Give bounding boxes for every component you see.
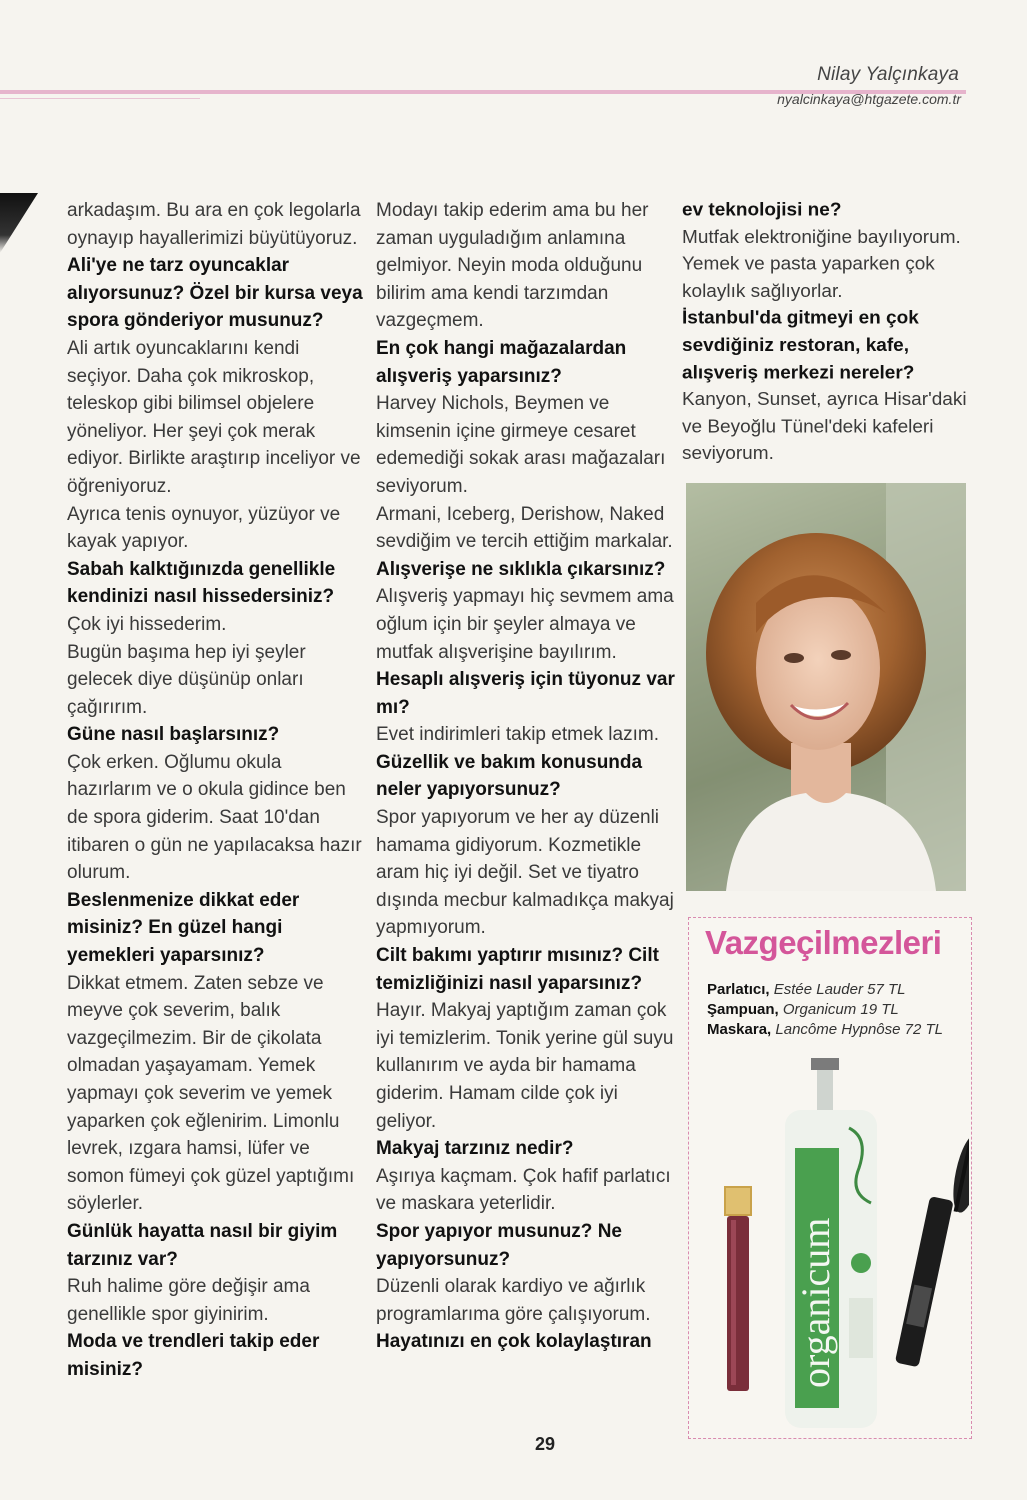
interview-question: Günlük hayatta nasıl bir giyim tarzınız var? bbox=[67, 1220, 338, 1270]
header-rule-thin bbox=[0, 98, 200, 99]
interview-answer: Harvey Nichols, Beymen ve kimsenin içine girmeye cesaret edemediği sokak arası mağazaları seviyorum. bbox=[376, 393, 666, 497]
interview-answer: Bugün başıma hep iyi şeyler gelecek diye düşünüp onları çağırırım. bbox=[67, 641, 306, 718]
interview-question: Sabah kalktığınızda genellikle kendinizi nasıl hissedersiniz? bbox=[67, 558, 336, 608]
interview-question: Hesaplı alışveriş için tüyonuz var mı? bbox=[376, 669, 675, 718]
interview-answer: Düzenli olarak kardiyo ve ağırlık programlarıma göre çalışıyorum. bbox=[376, 1276, 651, 1325]
interview-answer: arkadaşım. Bu ara en çok legolarla oynayıp hayallerimizi büyütüyoruz. bbox=[67, 200, 361, 249]
interview-answer: Hayır. Makyaj yaptığım zaman çok iyi temizlerim. Tonik yerine gül suyu kullanırım ve ayda bir hamama giderim. Hamam cilde çok iyi geliyor. bbox=[376, 1000, 674, 1132]
bottle-brand-text: organicum bbox=[793, 1217, 838, 1388]
portrait-photo bbox=[686, 483, 966, 891]
interview-answer: Çok erken. Oğlumu okula hazırlarım ve o okula gidince ben de spora giderim. Saat 10'dan itibaren o gün ne yapılacaksa hazır olurum. bbox=[67, 751, 362, 884]
article-column-1 bbox=[67, 197, 367, 1384]
author-email: nyalcinkaya@htgazete.com.tr bbox=[777, 91, 961, 107]
list-item: Maskara, Lancôme Hypnôse 72 TL bbox=[707, 1021, 943, 1038]
page-number: 29 bbox=[535, 1434, 556, 1454]
interview-question: Moda ve trendleri takip eder misiniz? bbox=[67, 1331, 320, 1380]
interview-question: Beslenmenize dikkat eder misiniz? En güzel hangi yemekleri yaparsınız? bbox=[67, 889, 300, 967]
interview-question: Hayatınızı en çok kolaylaştıran bbox=[376, 1331, 652, 1353]
interview-answer: Ruh halime göre değişir ama genellikle spor giyinirim. bbox=[67, 1276, 310, 1325]
interview-answer: Kanyon, Sunset, ayrıca Hisar'daki ve Beyoğlu Tünel'deki kafeleri seviyorum. bbox=[682, 389, 967, 465]
interview-answer: Modayı takip ederim ama bu her zaman uyguladığım anlamına gelmiyor. Neyin moda olduğunu bilirim ama kendi tarzımdan vazgeçmem. bbox=[376, 200, 649, 332]
vazgecilmezler-list bbox=[707, 980, 943, 1040]
interview-answer: Alışveriş yapmayı hiç sevmem ama oğlum için bir şeyler almaya ve mutfak alışverişine bayılırım. bbox=[376, 586, 674, 663]
interview-answer: Spor yapıyorum ve her ay düzenli hamama gidiyorum. Kozmetikle aram hiç iyi değil. Set ve tiyatro dışında mecbur kalmadıkça makyaj yapmıyorum. bbox=[376, 807, 674, 939]
article-column-3 bbox=[682, 197, 972, 468]
interview-answer: Armani, Iceberg, Derishow, Naked sevdiğim ve tercih ettiğim markalar. bbox=[376, 503, 673, 553]
interview-question: Spor yapıyor musunuz? Ne yapıyorsunuz? bbox=[376, 1220, 622, 1270]
interview-question: ev teknolojisi ne? bbox=[682, 199, 842, 221]
page-spine-shadow bbox=[0, 193, 38, 253]
interview-answer: Ali artık oyuncaklarını kendi seçiyor. Daha çok mikroskop, teleskop gibi bilimsel objelere yöneliyor. Her şeyi çok merak ediyor. Birlikte araştırıp inceliyor ve öğreniyoruz. bbox=[67, 337, 361, 497]
interview-question: Ali'ye ne tarz oyuncaklar alıyorsunuz? Özel bir kursa veya spora gönderiyor musunuz? bbox=[67, 255, 363, 332]
lip-gloss-image bbox=[724, 1186, 752, 1391]
author-name: Nilay Yalçınkaya bbox=[817, 64, 959, 85]
interview-question: Cilt bakımı yaptırır mısınız? Cilt temizliğinizi nasıl yaparsınız? bbox=[376, 945, 659, 994]
product-images bbox=[709, 1058, 969, 1438]
interview-question: Güzellik ve bakım konusunda neler yapıyorsunuz? bbox=[376, 751, 643, 801]
interview-question: En çok hangi mağazalardan alışveriş yaparsınız? bbox=[376, 337, 627, 387]
interview-answer: Dikkat etmem. Zaten sebze ve meyve çok severim, balık vazgeçilmezim. Bir de çikolata olmadan yaşayamam. Yemek yapmayı çok severim ve yemek yaparken çok eğlenirim. Limonlu levrek, ızgara hamsi, lüfer ve somon fümeyi çok güzel yaptığımı söylerler. bbox=[67, 972, 355, 1215]
list-item: Parlatıcı, Estée Lauder 57 TL bbox=[707, 981, 906, 998]
interview-answer: Aşırıya kaçmam. Çok hafif parlatıcı ve maskara yeterlidir. bbox=[376, 1165, 671, 1215]
interview-answer: Evet indirimleri takip etmek lazım. bbox=[376, 724, 659, 746]
interview-answer: Ayrıca tenis oynuyor, yüzüyor ve kayak yapıyor. bbox=[67, 503, 341, 553]
interview-answer: Mutfak elektroniğine bayılıyorum. Yemek ve pasta yaparken çok kolaylık sağlıyorlar. bbox=[682, 227, 961, 302]
shampoo-bottle-image bbox=[785, 1058, 877, 1428]
vazgecilmezler-box bbox=[688, 917, 972, 1439]
interview-question: Alışverişe ne sıklıkla çıkarsınız? bbox=[376, 558, 666, 580]
article-column-2 bbox=[376, 197, 676, 1356]
vazgecilmezler-title: Vazgeçilmezleri bbox=[705, 924, 942, 961]
list-item: Şampuan, Organicum 19 TL bbox=[707, 1001, 899, 1018]
mascara-image bbox=[895, 1128, 969, 1372]
interview-question: Makyaj tarzınız nedir? bbox=[376, 1138, 574, 1160]
interview-answer: Çok iyi hissederim. bbox=[67, 613, 227, 635]
interview-question: Güne nasıl başlarsınız? bbox=[67, 724, 280, 746]
interview-question: İstanbul'da gitmeyi en çok sevdiğiniz restoran, kafe, alışveriş merkezi nereler? bbox=[682, 308, 919, 384]
